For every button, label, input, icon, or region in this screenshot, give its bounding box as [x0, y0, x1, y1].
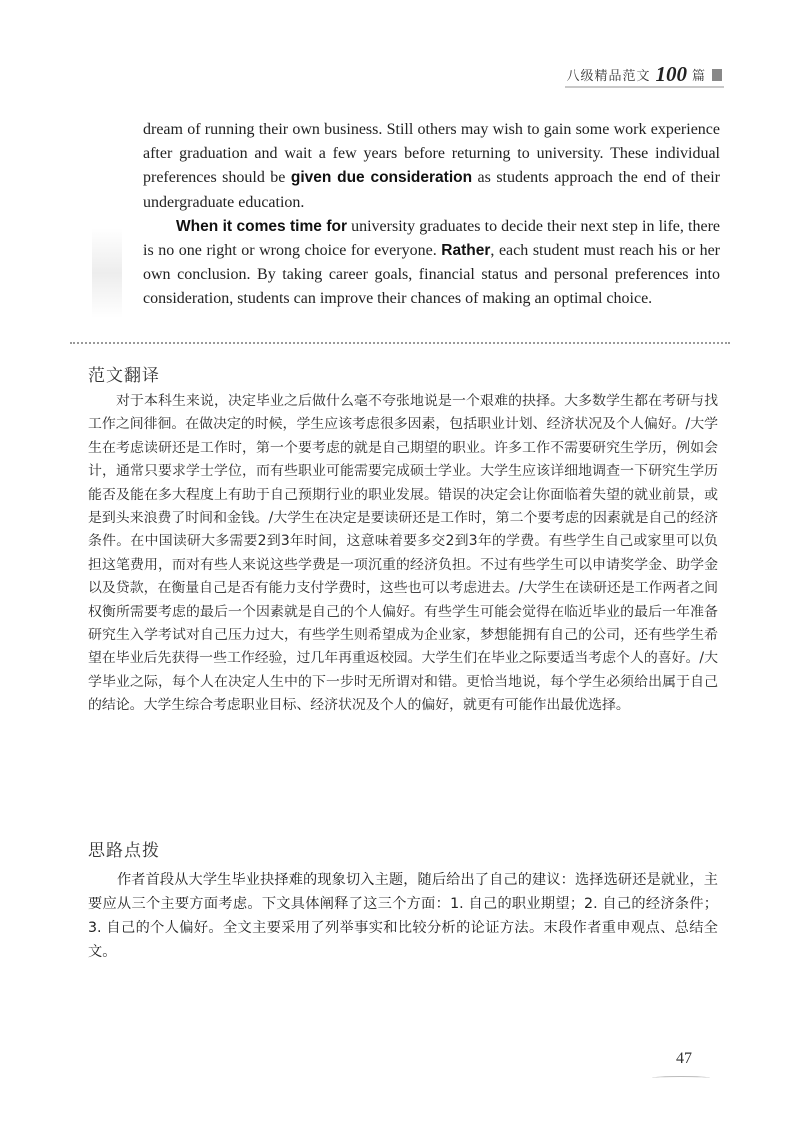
- page-number: 47: [676, 1050, 692, 1067]
- essay-p1-text-b: as students approach the end of their undergraduate education.: [143, 169, 720, 211]
- analysis-title: 思路点拨: [88, 841, 160, 861]
- essay-p2-bold-phrase: When it comes time for: [176, 217, 347, 235]
- essay-paragraph-1: [143, 118, 720, 215]
- section-divider: [70, 342, 730, 344]
- essay-p2-bold-word: Rather: [441, 242, 491, 260]
- header-title: 八级精品范文: [566, 69, 651, 84]
- essay-text: [143, 118, 720, 312]
- header-suffix: 篇: [691, 69, 706, 84]
- header-square-icon: [712, 69, 722, 81]
- essay-paragraph-2: [143, 215, 720, 312]
- essay-p2-text-b: , each student must reach his or her own conclusion. By taking career goals, financial status and personal preferences into consideration, students can improve their chances of making an optimal choice.: [143, 242, 721, 308]
- translation-title: 范文翻译: [88, 366, 160, 386]
- translation-paragraph: 对于本科生来说，决定毕业之后做什么毫不夸张地说是一个艰难的抉择。大多数学生都在考研与找工作之间徘徊。在做决定的时候，学生应该考虑很多因素，包括职业计划、经济状况及个人偏好。/大学生在考虑读研还是工作时，第一个要考虑的就是自己期望的职业。许多工作不需要研究生学历，例如会计，通常只要求学士学位，而有些职业可能需要完成硕士学业。大学生应该详细地调查一下研究生学历能否及能在多大程度上有助于自己预期行业的职业发展。错误的决定会让你面临着失望的就业前景，或是到头来浪费了时间和金钱。/大学生在决定是要读研还是工作时，第二个要考虑的因素就是自己的经济条件。在中国读研大多需要2到3年时间，这意味着要多交2到3年的学费。有些学生自己或家里可以负担这笔费用，而对有些人来说这些学费是一项沉重的经济负担。不过有些学生可以申请奖学金、助学金以及贷款，在衡量自己是否有能力支付学费时，这些也可以考虑进去。/大学生在读研还是工作两者之间权衡所需要考虑的最后一个因素就是自己的个人偏好。有些学生可能会觉得在临近毕业的最后一年准备研究生入学考试对自己压力过大，有些学生则希望成为企业家，梦想能拥有自己的公司，还有些学生希望在毕业后先获得一些工作经验，过几年再重返校园。大学生们在毕业之际要适当考虑个人的喜好。/大学毕业之际，每个人在决定人生中的下一步时无所谓对和错。更恰当地说，每个学生必须给出属于自己的结论。大学生综合考虑职业目标、经济状况及个人的偏好，就更有可能作出最优选择。: [88, 393, 718, 714]
- header-number: 100: [655, 62, 687, 86]
- essay-p1-text-a: dream of running their own business. Still others may wish to gain some work experience after graduation and wait a few years before returning to university. These individual preferences should be: [143, 121, 720, 187]
- header-rule: [565, 86, 724, 88]
- translation-body: [88, 390, 718, 718]
- essay-p1-bold-phrase: given due consideration: [290, 169, 473, 187]
- analysis-body: [88, 868, 718, 964]
- analysis-paragraph: 作者首段从大学生毕业抉择难的现象切入主题，随后给出了自己的建议：选择选研还是就业，主要应从三个主要方面考虑。下文具体阐释了这三个方面：1. 自己的职业期望；2. 自己的经济条件；3. 自己的个人偏好。全文主要采用了列举事实和比较分析的论证方法。末段作者重申观点、总结全文。: [88, 872, 718, 960]
- page-number-underline: [652, 1076, 710, 1080]
- essay-p2-text-a: university graduates to decide their next step in life, there is no one right or wrong choice for everyone.: [143, 217, 720, 260]
- running-header: [566, 62, 722, 87]
- margin-smudge: [92, 228, 122, 318]
